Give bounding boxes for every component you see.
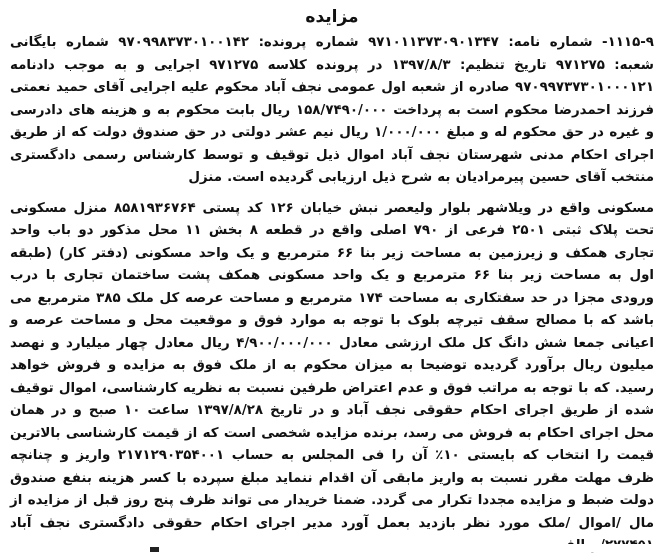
- notice-paragraph-case-details: ۱۱۱۵-۹- شماره نامه: ۹۷۱۰۱۱۳۷۳۰۹۰۱۳۴۷ شماره پرونده: ۹۷۰۹۹۸۳۷۳۰۱۰۰۱۴۲ شماره بایگانی شعبه: ۹۷۱۲۷۵ تاریخ تنظیم: ۱۳۹۷/۸/۳ در پرونده کلاسه ۹۷۱۲۷۵ اجرایی و به موجب دادنامه ۹۷۰۹۹۷۳۷۳۰۱۰۰۰۱۲۱ صادره از شعبه اول عمومی نجف آباد محکوم علیه اجرایی آقای حمید نعمتی فرزند احمدرضا محکوم است به پرداخت ۱۵۸/۷۴۹۰/۰۰۰ ریال بابت محکوم به و هزینه های دادرسی و غیره در حق محکوم له و مبلغ ۱/۰۰۰/۰۰۰ ریال نیم عشر دولتی در حق صندوق دولت که از طریق اجرای احکام مدنی شهرستان نجف آباد اموال ذیل توقیف و توسط کارشناس رسمی دادگستری منتخب آقای حسین پیرمرادیان به شرح ذیل ارزیابی گردیده است. منزل: [10, 35, 654, 185]
- notice-paragraph-property-details: مسکونی واقع در ویلاشهر بلوار ولیعصر نبش خیابان ۱۲۶ کد پستی ۸۵۸۱۹۳۶۷۶۴ منزل مسکونی تحت پلاک ثبتی ۲۵۰۱ فرعی از ۷۹۰ اصلی واقع در قطعه ۸ بخش ۱۱ محل مذکور دو باب واحد تجاری همکف و زیرزمین به مساحت زیر بنا ۶۶ مترمربع و یک واحد مسکونی (دفتر کار) (طبقه اول به مساحت زیر بنا ۶۶ مترمربع و یک واحد مسکونی همکف پشت ساختمان تجاری با درب ورودی مجزا در حد سفتکاری به مساحت ۱۷۴ مترمربع و مساحت عرصه کل ملک ۳۸۵ مترمربع می باشد که با مصالح سقف تیرچه بلوک با توجه به موارد فوق و موقعیت محل و مساحت عرصه و اعیانی جمعا شش دانگ کل ملک ارزشی معادل ۴/۹۰۰/۰۰۰/۰۰۰ ریال معادل چهار میلیارد و نهصد میلیون ریال برآورد گردیده توضیحا به میزان محکوم به از ملک فوق به مزایده و فروش خواهد رسید. که با توجه به مراتب فوق و عدم اعتراض طرفین نسبت به نظریه کارشناسی، اموال توقیف شده از طریق اجرای احکام حقوقی نجف آباد و در تاریخ ۱۳۹۷/۸/۲۸ ساعت ۱۰ صبح و در همان محل اجرای احکام به فروش می رسد، برنده مزایده شخصی است که از قیمت کارشناسی بالاترین قیمت را انتخاب که بایستی ۱۰٪ آن را فی المجلس به حساب ۲۱۷۱۲۹۰۳۵۴۰۰۱ واریز و چنانچه ظرف مهلت مقرر نسبت به واریز مابقی آن اقدام ننماید مبلغ سپرده با کسر هزینه بنفع صندوق دولت ضبط و مزایده مجددا تکرار می گردد. ضمنا خریدار می تواند ظرف پنج روز قبل از مزایده از مال /اموال /ملک مورد نظر بازدید بعمل آورد مدیر اجرای احکام حقوقی دادگستری نجف آباد: [10, 200, 654, 531]
- decorative-mark: [150, 547, 159, 552]
- notice-title: مزایده: [305, 7, 359, 27]
- bottom-divider: [0, 544, 664, 552]
